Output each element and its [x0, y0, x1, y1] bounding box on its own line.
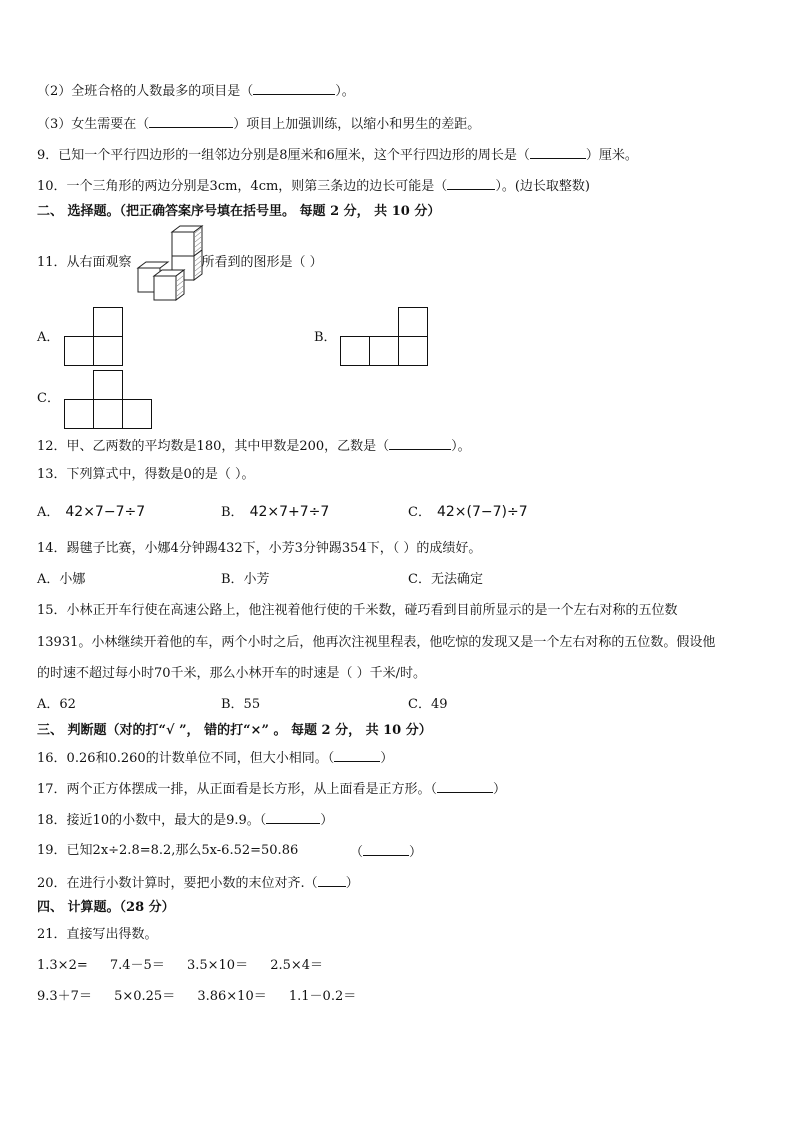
question-15-line-2: 13931。小林继续开着他的车，两个小时之后，他再次注视里程表，他吃惊的发现又是一个左右对称的五位数。假设他	[37, 635, 716, 650]
q11-post: 所看到的图形是（ ）	[201, 255, 323, 270]
q12-text: 12．甲、乙两数的平均数是180，其中甲数是200，乙数是（	[37, 439, 390, 454]
answer-blank[interactable]	[318, 874, 346, 887]
question-13: 13．下列算式中，得数是0的是（ ）。	[37, 467, 255, 482]
q8-2-text: （2）全班合格的人数最多的项目是（	[37, 84, 254, 99]
calc-row-1	[37, 958, 341, 974]
q14-option-b[interactable]: B．小芳	[221, 572, 270, 587]
question-15-line-3: 的时速不超过每小时70千米，那么小林开车的时速是（ ）千米/时。	[37, 666, 427, 681]
option-c-shape[interactable]	[64, 370, 154, 430]
q13-a-label: A．	[37, 505, 60, 520]
q13-b-label: B．	[221, 505, 244, 520]
q13-option-a[interactable]	[37, 504, 145, 521]
q17-text: 17．两个正方体摆成一排，从正面看是长方形，从上面看是正方形。（	[37, 782, 438, 797]
question-10	[37, 177, 590, 195]
question-20	[37, 874, 359, 892]
question-8-3	[37, 115, 480, 133]
q15-option-c[interactable]: C．49	[408, 697, 448, 712]
option-b-shape[interactable]	[340, 307, 430, 367]
answer-blank[interactable]	[437, 780, 493, 793]
answer-blank[interactable]	[363, 843, 409, 856]
question-8-2	[37, 82, 355, 100]
q10-end: ）。(边长取整数)	[495, 179, 590, 194]
q16-end: ）	[380, 751, 394, 766]
answer-blank[interactable]	[389, 437, 451, 450]
section-4-heading: 四、 计算题。（28 分）	[37, 900, 175, 915]
calc-item: 3.86×10＝	[197, 989, 267, 1004]
question-21: 21．直接写出得数。	[37, 927, 158, 942]
q20-end: ）	[345, 876, 359, 891]
question-17	[37, 780, 506, 798]
calc-item: 9.3＋7＝	[37, 989, 92, 1004]
question-14: 14．踢毽子比赛，小娜4分钟踢432下，小芳3分钟踢354下，（ ）的成绩好。	[37, 541, 482, 556]
q13-option-b[interactable]	[221, 504, 329, 521]
q11-option-a-label: A．	[37, 330, 60, 345]
q9-end: ）厘米。	[585, 148, 638, 163]
q10-text: 10．一个三角形的两边分别是3cm，4cm，则第三条边的边长可能是（	[37, 179, 448, 194]
q16-text: 16．0.26和0.260的计数单位不同，但大小相同。（	[37, 751, 335, 766]
q18-text: 18．接近10的小数中，最大的是9.9。（	[37, 813, 267, 828]
calc-item: 3.5×10＝	[186, 958, 249, 973]
calc-item: 1.3×2=	[37, 958, 88, 973]
option-a-shape[interactable]	[64, 307, 124, 367]
q13-a-expr: 42×7−7÷7	[65, 504, 146, 520]
q20-text: 20．在进行小数计算时，要把小数的末位对齐.（	[37, 876, 318, 891]
answer-blank[interactable]	[149, 115, 233, 128]
q8-2-end: ）。	[335, 84, 355, 99]
answer-blank[interactable]	[253, 82, 335, 95]
calc-item: 1.1－0.2＝	[288, 989, 357, 1004]
cube-stack-figure	[136, 224, 208, 302]
question-16	[37, 749, 393, 767]
calc-row-2	[37, 989, 374, 1005]
q13-b-expr: 42×7+7÷7	[249, 504, 330, 520]
question-12	[37, 437, 471, 455]
answer-blank[interactable]	[334, 749, 380, 762]
question-19	[37, 843, 298, 859]
answer-blank[interactable]	[447, 177, 495, 190]
q8-3-end: ）项目上加强训练，以缩小和男生的差距。	[233, 117, 481, 132]
answer-blank[interactable]	[266, 811, 320, 824]
q11-option-b-label: B．	[314, 330, 337, 345]
calc-item: 5×0.25＝	[114, 989, 176, 1004]
section-2-heading: 二、 选择题。（把正确答案序号填在括号里。 每题 2 分， 共 10 分）	[37, 204, 441, 219]
q13-option-c[interactable]	[408, 504, 528, 521]
q19-paren-close: ）	[409, 845, 423, 860]
q13-c-expr: 42×(7−7)÷7	[436, 504, 528, 520]
q15-option-b[interactable]: B．55	[221, 697, 261, 712]
calc-item: 2.5×4＝	[270, 958, 324, 973]
q11-pre: 11．从右面观察	[37, 255, 132, 270]
q12-end: ）。	[451, 439, 471, 454]
q9-text: 9．已知一个平行四边形的一组邻边分别是8厘米和6厘米，这个平行四边形的周长是（	[37, 148, 530, 163]
q8-3-text: （3）女生需要在（	[37, 117, 150, 132]
q17-end: ）	[493, 782, 507, 797]
q13-c-label: C．	[408, 505, 431, 520]
calc-item: 7.4－5＝	[109, 958, 165, 973]
q14-option-c[interactable]: C．无法确定	[408, 572, 483, 587]
question-9	[37, 146, 638, 164]
q19-text: 19．已知2x÷2.8=8.2,那么5x-6.52=50.86	[37, 843, 299, 858]
question-18	[37, 811, 333, 829]
q15-option-a[interactable]: A．62	[37, 697, 76, 712]
q18-end: ）	[320, 813, 334, 828]
answer-blank[interactable]	[530, 146, 586, 159]
q19-answer	[350, 843, 422, 861]
q14-option-a[interactable]: A．小娜	[37, 572, 86, 587]
question-15-line-1: 15．小林正开车行使在高速公路上，他注视着他行使的千米数，碰巧看到目前所显示的是一个左右对称的五位数	[37, 603, 678, 618]
q19-paren-open: （	[350, 845, 364, 860]
section-3-heading: 三、 判断题（对的打“√ ”， 错的打“×” 。 每题 2 分， 共 10 分）	[37, 723, 432, 738]
q11-option-c-label: C．	[37, 391, 60, 406]
